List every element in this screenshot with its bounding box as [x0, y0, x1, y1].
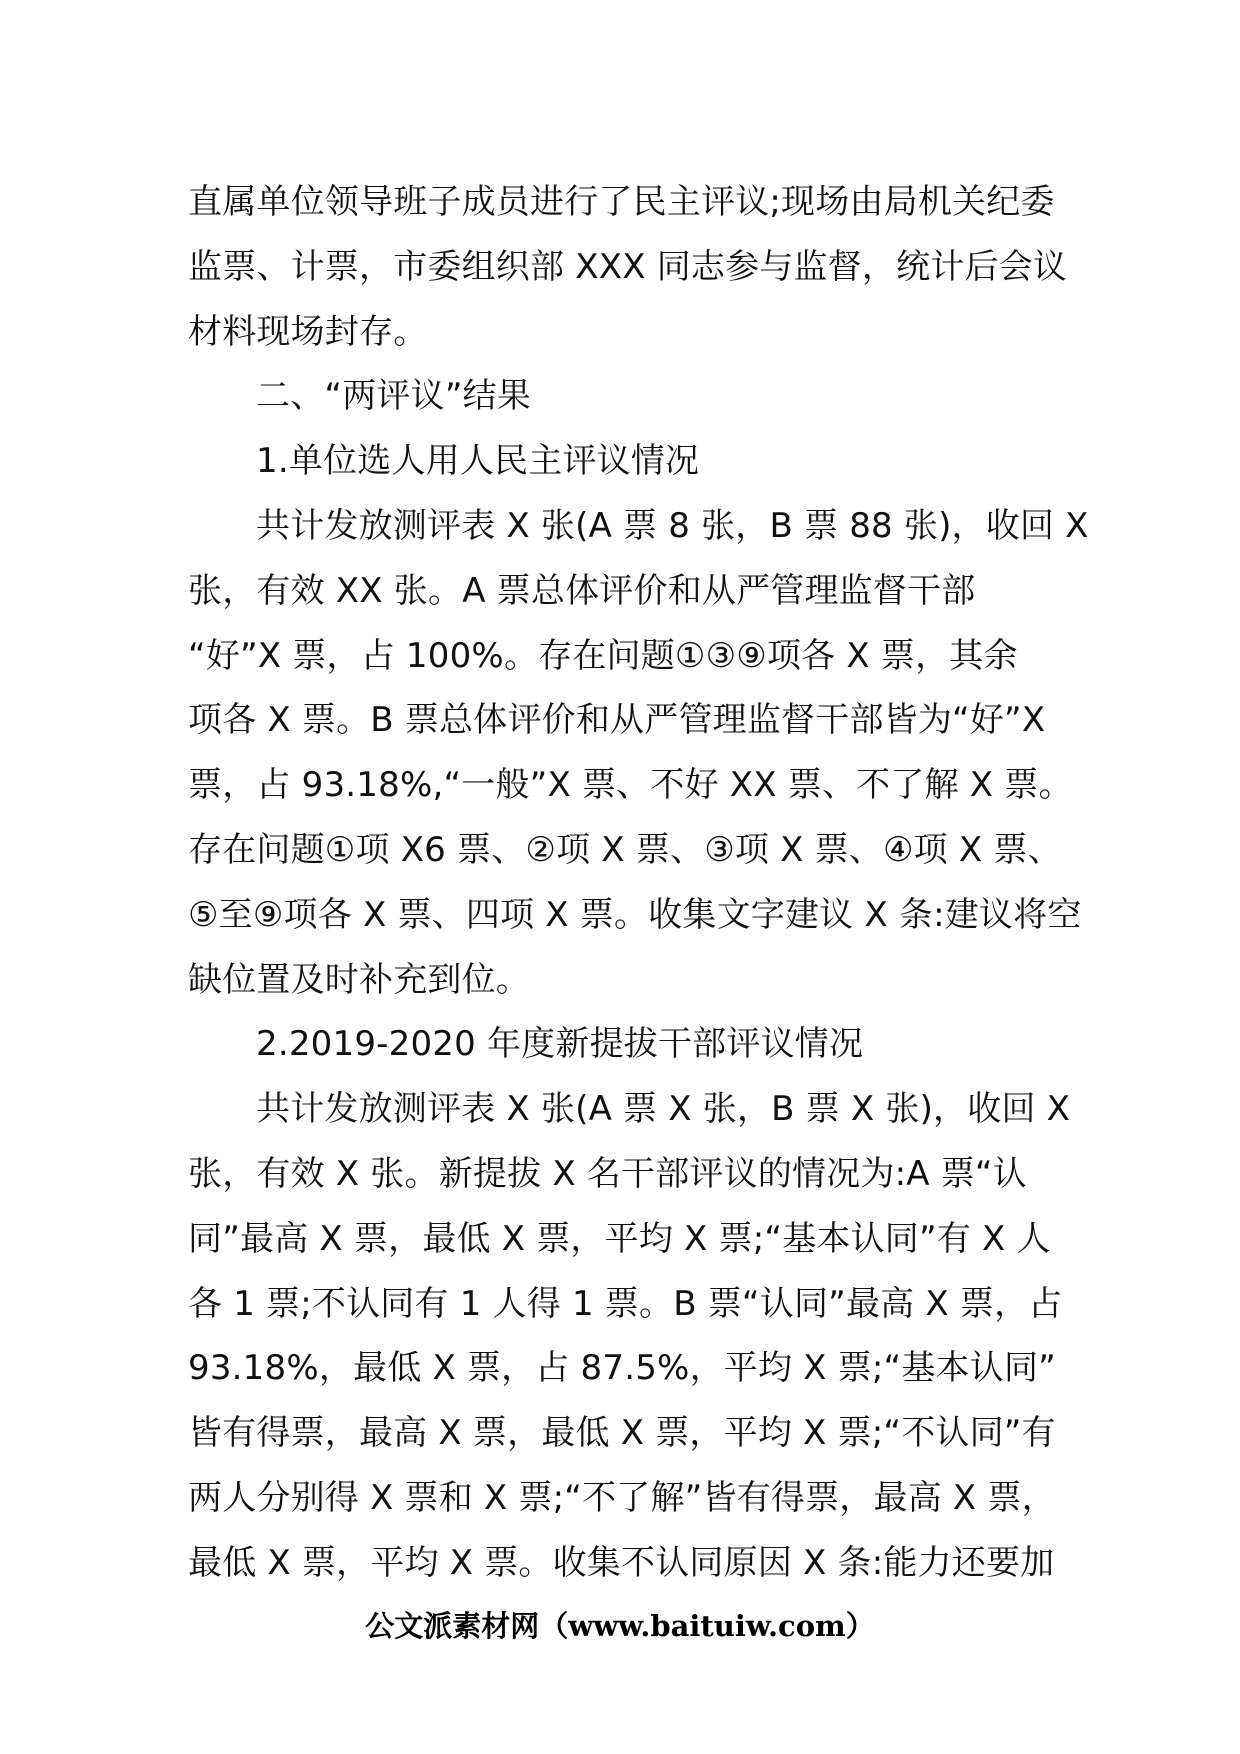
- text-line: 皆有得票，最高 X 票，最低 X 票，平均 X 票;“不认同”有: [188, 1413, 1056, 1454]
- subsection-heading: 2.2019-2020 年度新提拔干部评议情况: [256, 1024, 864, 1065]
- text-line: 缺位置及时补充到位。: [188, 959, 530, 1000]
- text-line: 93.18%，最低 X 票，占 87.5%，平均 X 票;“基本认同”: [188, 1348, 1056, 1389]
- text-line: 各 1 票;不认同有 1 人得 1 票。B 票“认同”最高 X 票，占: [188, 1283, 1063, 1324]
- text-line: 票，占 93.18%,“一般”X 票、不好 XX 票、不了解 X 票。: [188, 765, 1073, 806]
- document-body: [188, 170, 1089, 1596]
- section-heading: 二、“两评议”结果: [256, 376, 532, 417]
- text-line: ⑤至⑨项各 X 票、四项 X 票。收集文字建议 X 条:建议将空: [188, 894, 1082, 935]
- text-line: 同”最高 X 票，最低 X 票，平均 X 票;“基本认同”有 X 人: [188, 1218, 1051, 1259]
- text-line: 共计发放测评表 X 张(A 票 X 张，B 票 X 张)，收回 X: [256, 1089, 1071, 1130]
- text-line: 张，有效 XX 张。A 票总体评价和从严管理监督干部: [188, 570, 976, 611]
- text-line: 存在问题①项 X6 票、②项 X 票、③项 X 票、④项 X 票、: [188, 829, 1062, 870]
- text-line: 直属单位领导班子成员进行了民主评议;现场由局机关纪委: [188, 182, 1055, 222]
- text-line: 张，有效 X 张。新提拔 X 名干部评议的情况为:A 票“认: [188, 1153, 1027, 1194]
- text-line: 项各 X 票。B 票总体评价和从严管理监督干部皆为“好”X: [188, 700, 1046, 741]
- text-line: 共计发放测评表 X 张(A 票 8 张，B 票 88 张)，收回 X: [256, 505, 1089, 546]
- text-line: 材料现场封存。: [188, 311, 428, 352]
- text-line: 最低 X 票，平均 X 票。收集不认同原因 X 条:能力还要加: [188, 1542, 1055, 1583]
- footer-watermark: 公文派素材网（www.baituiw.com）: [365, 1609, 875, 1643]
- text-line: “好”X 票，占 100%。存在问题①③⑨项各 X 票，其余: [188, 635, 1018, 676]
- text-line: 两人分别得 X 票和 X 票;“不了解”皆有得票，最高 X 票，: [188, 1477, 1056, 1518]
- text-line: 监票、计票，市委组织部 XXX 同志参与监督，统计后会议: [188, 246, 1068, 287]
- subsection-heading: 1.单位选人用人民主评议情况: [256, 441, 700, 482]
